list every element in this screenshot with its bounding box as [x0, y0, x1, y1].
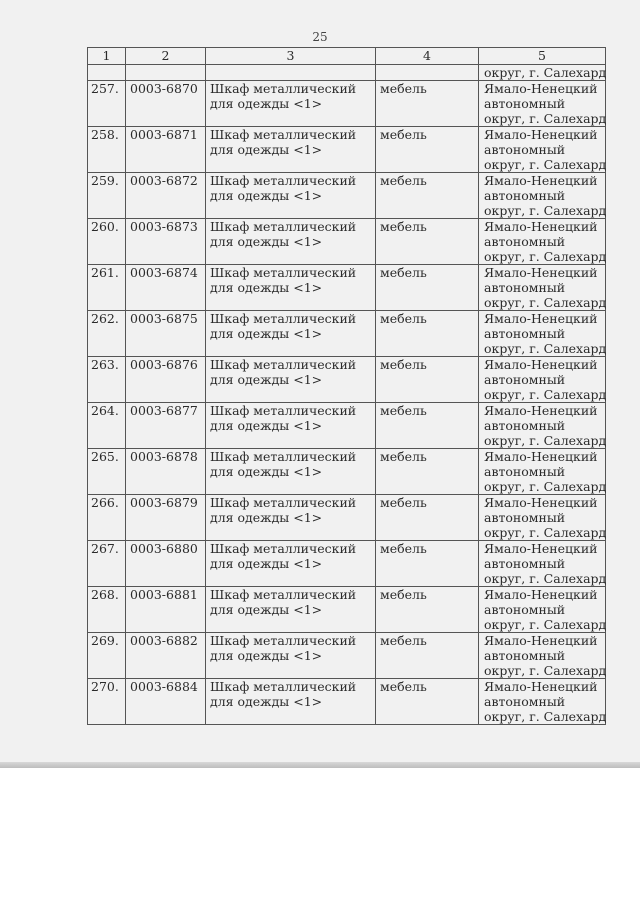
inventory-code-cell: 0003-6877 [126, 403, 206, 449]
table-cell [126, 65, 206, 81]
category-cell: мебель [376, 219, 479, 265]
region-cell [479, 633, 606, 679]
region-line: автономный [484, 280, 566, 295]
region-cell [479, 219, 606, 265]
region-line: Ямало-Ненецкий [484, 495, 598, 510]
region-line: Ямало-Ненецкий [484, 403, 598, 418]
region-line: округ, г. Салехард [484, 433, 607, 448]
item-name-line: для одежды <1> [210, 602, 323, 617]
region-line: Ямало-Ненецкий [484, 449, 598, 464]
region-cell [479, 495, 606, 541]
table-row [88, 127, 606, 173]
region-line: округ, г. Салехард [484, 663, 607, 678]
region-cell [479, 173, 606, 219]
column-header: 4 [376, 48, 479, 65]
item-name-line: Шкаф металлический [210, 587, 357, 602]
inventory-code-cell: 0003-6875 [126, 311, 206, 357]
category-cell: мебель [376, 449, 479, 495]
row-number-cell: 257. [88, 81, 126, 127]
region-line: округ, г. Салехард [484, 479, 607, 494]
page-number: 25 [312, 30, 328, 44]
category-cell: мебель [376, 495, 479, 541]
region-line: округ, г. Салехард [484, 617, 607, 632]
region-line: округ, г. Салехард [484, 249, 607, 264]
category-cell: мебель [376, 633, 479, 679]
table-row [88, 449, 606, 495]
row-number-cell: 268. [88, 587, 126, 633]
row-number-cell: 262. [88, 311, 126, 357]
region-line: округ, г. Салехард [484, 295, 607, 310]
table-row [88, 173, 606, 219]
region-cell [479, 679, 606, 725]
inventory-code-cell: 0003-6871 [126, 127, 206, 173]
region-line: округ, г. Салехард [484, 525, 607, 540]
item-name-line: Шкаф металлический [210, 449, 357, 464]
item-name-cell [206, 311, 376, 357]
table-row [88, 357, 606, 403]
row-number-cell: 263. [88, 357, 126, 403]
inventory-code-cell: 0003-6880 [126, 541, 206, 587]
region-line: Ямало-Ненецкий [484, 541, 598, 556]
item-name-cell [206, 633, 376, 679]
region-line: автономный [484, 556, 566, 571]
item-name-cell [206, 495, 376, 541]
table-row [88, 81, 606, 127]
category-cell: мебель [376, 357, 479, 403]
region-line: Ямало-Ненецкий [484, 311, 598, 326]
continuation-row [88, 65, 606, 81]
item-name-line: для одежды <1> [210, 280, 323, 295]
region-line: округ, г. Салехард [484, 341, 607, 356]
item-name-line: Шкаф металлический [210, 81, 357, 96]
item-name-line: Шкаф металлический [210, 541, 357, 556]
table-row [88, 679, 606, 725]
item-name-cell [206, 679, 376, 725]
item-name-line: для одежды <1> [210, 372, 323, 387]
item-name-line: Шкаф металлический [210, 127, 357, 142]
category-cell: мебель [376, 81, 479, 127]
row-number-cell: 270. [88, 679, 126, 725]
region-cell [479, 357, 606, 403]
category-cell: мебель [376, 679, 479, 725]
item-name-cell [206, 357, 376, 403]
region-line: автономный [484, 96, 566, 111]
row-number-cell: 267. [88, 541, 126, 587]
item-name-line: Шкаф металлический [210, 265, 357, 280]
table-row [88, 587, 606, 633]
item-name-cell [206, 127, 376, 173]
table-body [88, 65, 606, 725]
category-cell: мебель [376, 541, 479, 587]
region-line: автономный [484, 234, 566, 249]
item-name-line: для одежды <1> [210, 464, 323, 479]
row-number-cell: 266. [88, 495, 126, 541]
region-line: Ямало-Ненецкий [484, 357, 598, 372]
item-name-cell [206, 173, 376, 219]
item-name-line: Шкаф металлический [210, 219, 357, 234]
item-name-line: для одежды <1> [210, 326, 323, 341]
region-line: автономный [484, 602, 566, 617]
row-number-cell: 261. [88, 265, 126, 311]
table-row [88, 495, 606, 541]
region-line: автономный [484, 694, 566, 709]
table-row [88, 219, 606, 265]
category-cell: мебель [376, 587, 479, 633]
region-line: округ, г. Салехард [484, 111, 607, 126]
registry-table [87, 47, 606, 725]
item-name-line: для одежды <1> [210, 510, 323, 525]
region-cell [479, 587, 606, 633]
column-header: 5 [479, 48, 606, 65]
item-name-line: для одежды <1> [210, 234, 323, 249]
row-number-cell: 265. [88, 449, 126, 495]
region-line: Ямало-Ненецкий [484, 81, 598, 96]
header-row [88, 48, 606, 65]
inventory-code-cell: 0003-6879 [126, 495, 206, 541]
inventory-code-cell: 0003-6878 [126, 449, 206, 495]
region-cell [479, 265, 606, 311]
item-name-line: для одежды <1> [210, 556, 323, 571]
region-line: Ямало-Ненецкий [484, 679, 598, 694]
item-name-cell [206, 587, 376, 633]
region-cell [479, 81, 606, 127]
region-line: автономный [484, 372, 566, 387]
category-cell: мебель [376, 311, 479, 357]
region-line: округ, г. Салехард [484, 203, 607, 218]
region-line: округ, г. Салехард [484, 571, 607, 586]
region-cell [479, 127, 606, 173]
inventory-code-cell: 0003-6872 [126, 173, 206, 219]
item-name-line: для одежды <1> [210, 648, 323, 663]
row-number-cell: 269. [88, 633, 126, 679]
row-number-cell: 264. [88, 403, 126, 449]
item-name-line: для одежды <1> [210, 188, 323, 203]
region-line: округ, г. Салехард [484, 387, 607, 402]
region-line: Ямало-Ненецкий [484, 173, 598, 188]
item-name-line: для одежды <1> [210, 694, 323, 709]
item-name-line: для одежды <1> [210, 142, 323, 157]
item-name-cell [206, 449, 376, 495]
row-number-cell: 258. [88, 127, 126, 173]
region-line: округ, г. Салехард [484, 157, 607, 172]
region-cell [479, 403, 606, 449]
region-cell [479, 449, 606, 495]
inventory-code-cell: 0003-6876 [126, 357, 206, 403]
region-line: Ямало-Ненецкий [484, 587, 598, 602]
table-row [88, 541, 606, 587]
region-line: автономный [484, 648, 566, 663]
table-row [88, 311, 606, 357]
table-row [88, 633, 606, 679]
region-cell [479, 541, 606, 587]
item-name-line: Шкаф металлический [210, 679, 357, 694]
row-number-cell: 259. [88, 173, 126, 219]
region-line: Ямало-Ненецкий [484, 127, 598, 142]
region-line: автономный [484, 142, 566, 157]
table-cell [88, 65, 126, 81]
category-cell: мебель [376, 403, 479, 449]
item-name-cell [206, 81, 376, 127]
item-name-line: Шкаф металлический [210, 633, 357, 648]
region-line: Ямало-Ненецкий [484, 219, 598, 234]
table-cell [206, 65, 376, 81]
item-name-line: Шкаф металлический [210, 495, 357, 510]
item-name-cell [206, 265, 376, 311]
item-name-cell [206, 541, 376, 587]
category-cell: мебель [376, 173, 479, 219]
item-name-line: Шкаф металлический [210, 173, 357, 188]
inventory-code-cell: 0003-6870 [126, 81, 206, 127]
table-row [88, 403, 606, 449]
table-row [88, 265, 606, 311]
region-cell: округ, г. Салехард [479, 65, 606, 81]
item-name-line: для одежды <1> [210, 418, 323, 433]
region-cell [479, 311, 606, 357]
item-name-line: Шкаф металлический [210, 403, 357, 418]
region-line: Ямало-Ненецкий [484, 633, 598, 648]
item-name-line: Шкаф металлический [210, 311, 357, 326]
region-line: автономный [484, 326, 566, 341]
column-header: 2 [126, 48, 206, 65]
inventory-code-cell: 0003-6874 [126, 265, 206, 311]
region-line: автономный [484, 464, 566, 479]
region-line: автономный [484, 188, 566, 203]
inventory-code-cell: 0003-6882 [126, 633, 206, 679]
category-cell: мебель [376, 265, 479, 311]
item-name-line: для одежды <1> [210, 96, 323, 111]
item-name-cell [206, 219, 376, 265]
row-number-cell: 260. [88, 219, 126, 265]
table-cell [376, 65, 479, 81]
item-name-cell [206, 403, 376, 449]
inventory-code-cell: 0003-6881 [126, 587, 206, 633]
region-line: округ, г. Салехард [484, 709, 607, 724]
inventory-code-cell: 0003-6884 [126, 679, 206, 725]
column-header: 1 [88, 48, 126, 65]
category-cell: мебель [376, 127, 479, 173]
region-line: автономный [484, 418, 566, 433]
region-line: автономный [484, 510, 566, 525]
region-line: Ямало-Ненецкий [484, 265, 598, 280]
column-header: 3 [206, 48, 376, 65]
item-name-line: Шкаф металлический [210, 357, 357, 372]
inventory-code-cell: 0003-6873 [126, 219, 206, 265]
